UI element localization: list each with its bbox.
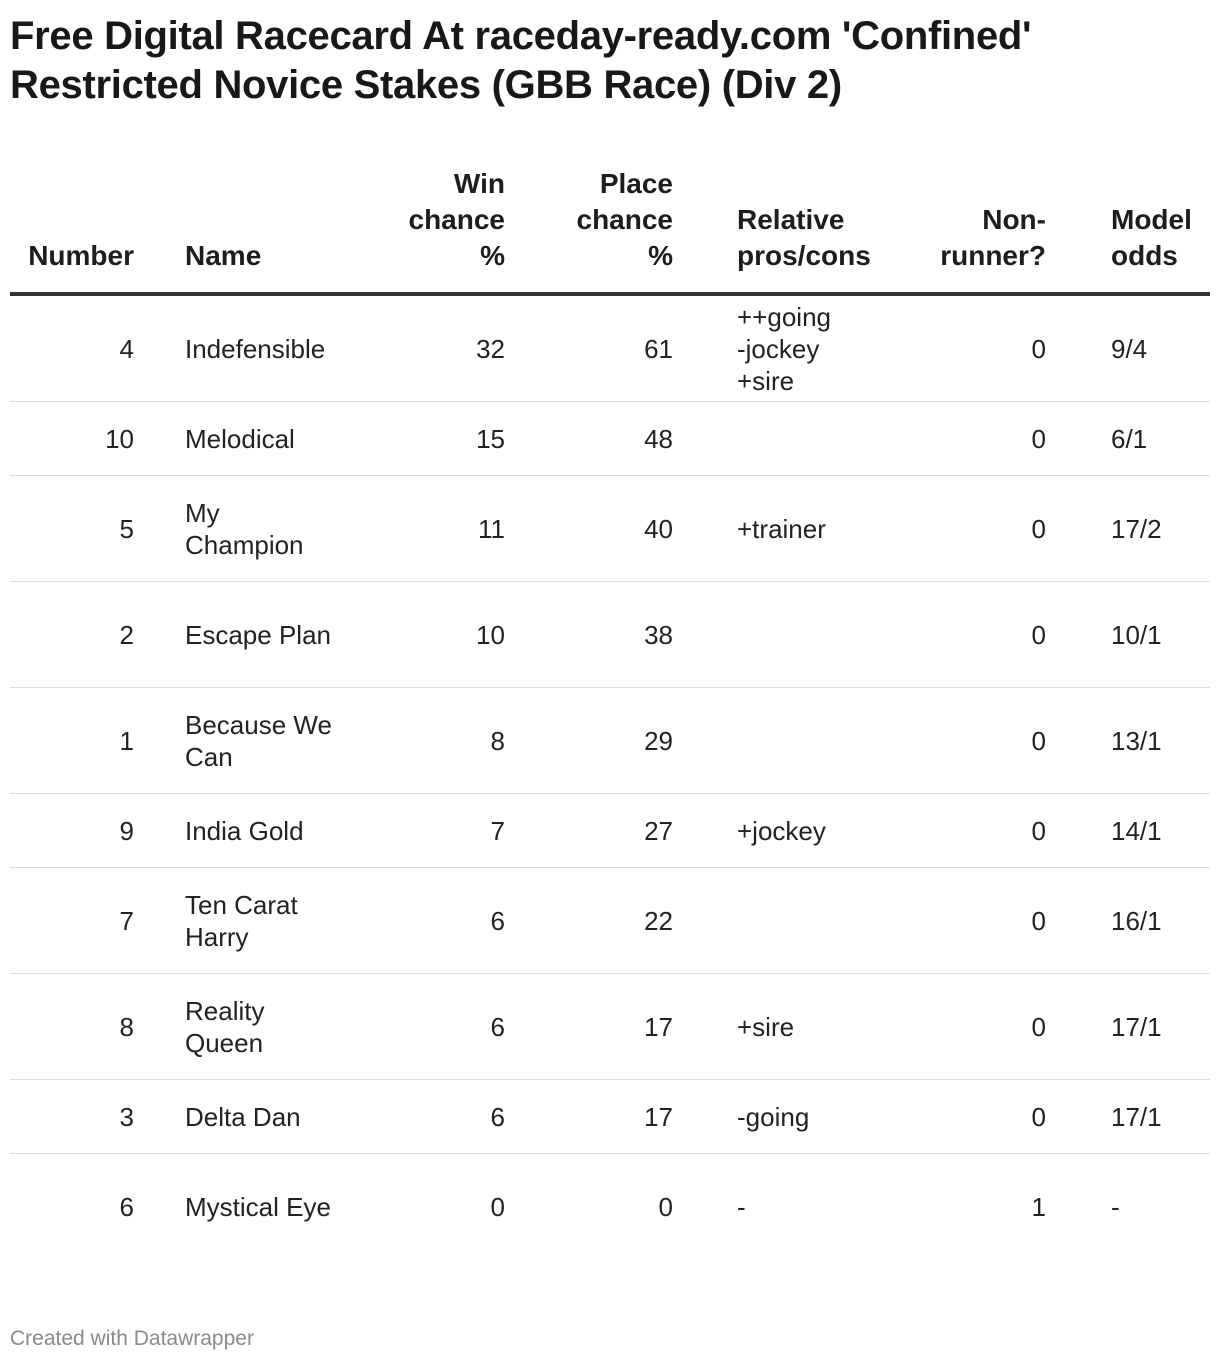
cell-model-odds: - [1111,1191,1120,1222]
cell-win-chance: 6 [365,868,505,974]
cell-name [185,794,365,868]
cell-win-chance: 7 [365,794,505,868]
header-place-chance[interactable]: Place chance % [505,162,673,294]
cell-non-runner: 0 [878,402,1046,476]
table-row [10,794,1210,868]
cell-place-chance: 40 [505,476,673,582]
racecard-table [10,162,1210,1259]
cell-non-runner: 0 [878,688,1046,794]
cell-relative-pros-cons [673,868,878,974]
cell-name [185,402,365,476]
cell-number: 10 [10,402,185,476]
cell-win-chance: 6 [365,1080,505,1154]
cell-model-odds: 16/1 [1046,868,1210,974]
cell-number: 2 [10,582,185,688]
table-row [10,402,1210,476]
horse-name: Escape Plan [185,619,331,650]
cell-non-runner: 0 [878,582,1046,688]
cell-non-runner: 0 [878,868,1046,974]
cell-name [185,582,365,688]
header-number[interactable]: Number [10,162,185,294]
header-model-odds[interactable]: Model odds [1046,162,1210,294]
cell-name [185,1080,365,1154]
cell-number: 4 [10,294,185,402]
cell-model-odds: 10/1 [1046,582,1210,688]
pros-cons-item: +sire [737,365,795,396]
table-row [10,974,1210,1080]
cell-name [185,1154,365,1260]
cell-name [185,974,365,1080]
cell-relative-pros-cons [673,974,878,1080]
cell-number: 3 [10,1080,185,1154]
cell-relative-pros-cons [673,582,878,688]
cell-place-chance: 0 [658,1191,673,1222]
pros-cons-item: +sire [737,1011,795,1042]
cell-win-chance: 6 [365,974,505,1080]
pros-cons-item: -jockey [737,333,820,364]
cell-non-runner: 0 [878,294,1046,402]
cell-model-odds: 6/1 [1046,402,1210,476]
cell-relative-pros-cons [673,1154,878,1260]
cell-relative-pros-cons [673,402,878,476]
table-row [10,1154,1210,1260]
cell-win-chance: 15 [365,402,505,476]
cell-win-chance: 11 [365,476,505,582]
cell-number: 1 [10,688,185,794]
cell-win-chance: 0 [490,1191,505,1222]
table-row [10,1080,1210,1154]
pros-cons-item: +jockey [737,815,826,846]
cell-name [185,688,365,794]
cell-place-chance: 17 [505,974,673,1080]
cell-model-odds: 17/1 [1046,1080,1210,1154]
cell-number: 9 [10,794,185,868]
table-row [10,688,1210,794]
cell-place-chance: 29 [505,688,673,794]
header-name[interactable]: Name [185,162,365,294]
horse-name: Mystical Eye [185,1191,331,1222]
cell-model-odds: 13/1 [1046,688,1210,794]
cell-name [185,868,365,974]
table-header-row [10,162,1210,294]
horse-name: Reality Queen [185,995,265,1058]
cell-relative-pros-cons [673,294,878,402]
pros-cons-item: -going [737,1101,810,1132]
table-row [10,582,1210,688]
cell-relative-pros-cons [673,688,878,794]
horse-name: My Champion [185,497,304,560]
cell-number: 5 [10,476,185,582]
cell-number: 7 [10,868,185,974]
cell-name [185,294,365,402]
cell-non-runner: 0 [878,794,1046,868]
horse-name: Because We Can [185,709,332,772]
horse-name: Delta Dan [185,1101,301,1132]
horse-name: Ten Carat Harry [185,889,298,952]
pros-cons-item: ++going [737,301,831,332]
cell-win-chance: 32 [365,294,505,402]
header-win-chance[interactable]: Win chance % [365,162,505,294]
cell-place-chance: 17 [505,1080,673,1154]
cell-model-odds: 14/1 [1046,794,1210,868]
header-non-runner[interactable]: Non-runner? [878,162,1046,294]
cell-relative-pros-cons [673,794,878,868]
cell-place-chance: 27 [505,794,673,868]
cell-non-runner: 0 [878,476,1046,582]
cell-place-chance: 38 [505,582,673,688]
cell-number: 8 [10,974,185,1080]
cell-win-chance: 8 [365,688,505,794]
cell-non-runner: 1 [1031,1191,1046,1222]
cell-place-chance: 48 [505,402,673,476]
table-row [10,476,1210,582]
cell-relative-pros-cons [673,476,878,582]
cell-number: 6 [119,1191,134,1222]
cell-relative-pros-cons [673,1080,878,1154]
cell-non-runner: 0 [878,1080,1046,1154]
cell-non-runner: 0 [878,974,1046,1080]
horse-name: Melodical [185,423,295,454]
cell-model-odds: 17/1 [1046,974,1210,1080]
cell-name [185,476,365,582]
table-row [10,294,1210,402]
pros-cons-item: - [737,1191,746,1222]
header-relative-pros-cons[interactable]: Relative pros/cons [673,162,878,294]
cell-place-chance: 61 [505,294,673,402]
pros-cons-item: +trainer [737,513,826,544]
cell-win-chance: 10 [365,582,505,688]
datawrapper-credit: Created with Datawrapper [10,1327,254,1350]
chart-title: Free Digital Racecard At raceday-ready.com 'Confined' Restricted Novice Stakes (GBB Race) (Div 2) [10,14,1032,107]
table-row [10,868,1210,974]
horse-name: Indefensible [185,333,326,364]
cell-place-chance: 22 [505,868,673,974]
cell-model-odds: 9/4 [1046,294,1210,402]
cell-model-odds: 17/2 [1046,476,1210,582]
horse-name: India Gold [185,815,304,846]
